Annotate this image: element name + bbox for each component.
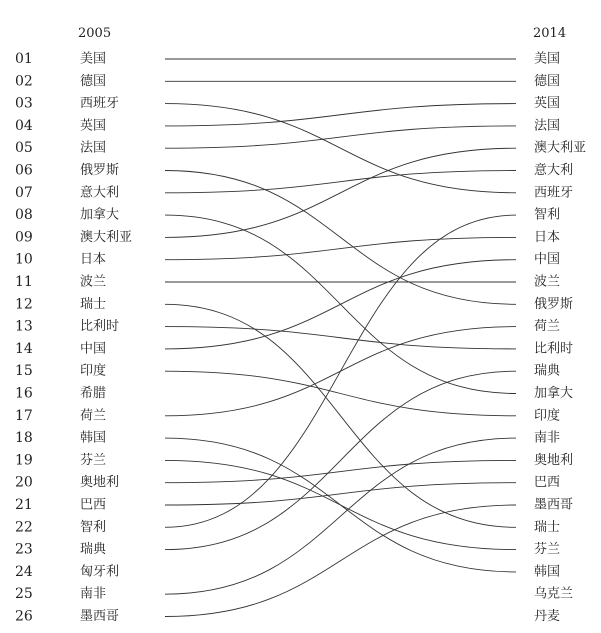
left-country-label: 南非 [80,586,107,602]
left-country-label: 匈牙利 [80,564,120,580]
left-country-label: 荷兰 [80,408,107,424]
right-country-label: 瑞典 [534,363,561,379]
right-country-label: 德国 [534,73,561,89]
rank-label: 24 [15,563,33,580]
right-country-label: 俄罗斯 [534,296,574,312]
connector-line [165,483,516,505]
rank-column [15,51,33,625]
right-country-label: 中国 [534,252,561,268]
rank-label: 01 [15,51,33,67]
rank-label: 14 [15,340,33,357]
rank-label: 25 [15,586,33,603]
connector-line [165,260,516,349]
right-country-label: 加拿大 [534,386,574,401]
left-country-label: 智利 [80,519,107,535]
left-country-label: 意大利 [80,185,120,201]
left-country-label: 奥地利 [80,475,120,491]
left-country-label: 加拿大 [80,207,120,223]
left-country-label: 比利时 [80,319,120,335]
right-country-label: 意大利 [534,163,574,178]
rank-label: 02 [15,73,33,90]
right-country-label: 澳大利亚 [534,140,587,156]
left-country-label: 中国 [80,341,107,357]
rank-label: 06 [15,162,33,179]
left-country-label: 印度 [80,363,107,379]
rank-label: 04 [15,117,33,134]
rank-label: 21 [15,497,33,513]
connector-line [165,505,516,617]
rank-label: 07 [15,184,33,201]
left-country-label: 美国 [80,51,107,67]
right-country-label: 比利时 [534,341,574,357]
right-country-label: 法国 [534,118,561,134]
left-country-label: 西班牙 [80,96,120,112]
right-country-label: 奥地利 [534,452,574,468]
connector-line [165,104,516,193]
right-country-label: 美国 [534,51,561,67]
left-country-column [80,52,132,625]
left-country-label: 墨西哥 [80,609,120,624]
connector-line [165,171,516,305]
rank-label: 15 [15,363,33,380]
right-year-label: 2014 [533,26,567,41]
connector-lines [165,59,516,617]
connector-line [165,148,516,237]
rank-label: 17 [15,407,33,424]
left-country-label: 德国 [80,73,107,89]
rank-label: 09 [15,229,33,246]
rank-label: 18 [15,430,33,447]
right-country-label: 印度 [534,408,561,424]
left-country-label: 澳大利亚 [80,229,133,245]
right-country-label: 瑞士 [534,519,561,535]
right-country-label: 丹麦 [534,609,561,624]
right-country-label: 芬兰 [534,542,561,558]
left-country-label: 巴西 [80,497,107,513]
left-country-label: 瑞士 [80,296,107,312]
connector-line [165,237,516,259]
connector-line [165,215,516,527]
right-country-label: 西班牙 [534,185,574,201]
left-country-label: 希腊 [80,386,107,401]
right-country-label: 智利 [534,207,561,223]
connector-line [165,460,516,549]
left-country-label: 韩国 [80,430,107,446]
rank-label: 20 [15,474,33,491]
right-country-label: 南非 [534,430,561,446]
rank-label: 22 [15,519,33,536]
rank-label: 08 [15,207,33,224]
right-country-label: 墨西哥 [534,497,574,513]
right-country-column [534,52,586,625]
right-country-label: 乌克兰 [534,586,574,602]
rank-label: 19 [15,452,33,469]
right-country-label: 荷兰 [534,319,561,335]
rank-label: 03 [15,95,33,112]
left-country-label: 俄罗斯 [80,163,120,178]
left-country-label: 法国 [80,140,107,156]
rank-label: 10 [15,251,33,268]
left-year-label: 2005 [78,26,112,41]
connector-line [165,371,516,549]
rank-label: 16 [15,385,33,402]
left-country-label: 英国 [80,118,107,134]
right-country-label: 波兰 [534,274,561,290]
right-country-label: 巴西 [534,475,561,491]
rank-label: 13 [15,318,33,335]
right-country-label: 日本 [534,229,561,245]
rank-label: 23 [15,541,33,558]
rank-label: 12 [15,296,33,313]
left-country-label: 日本 [80,252,107,268]
rank-label: 26 [15,608,33,625]
right-country-label: 英国 [534,96,561,112]
rank-label: 05 [15,140,33,157]
right-country-label: 韩国 [534,564,561,580]
left-country-label: 瑞典 [80,542,107,558]
connector-line [165,126,516,148]
left-country-label: 波兰 [80,274,107,290]
rank-label: 11 [15,274,33,290]
left-country-label: 芬兰 [80,452,107,468]
